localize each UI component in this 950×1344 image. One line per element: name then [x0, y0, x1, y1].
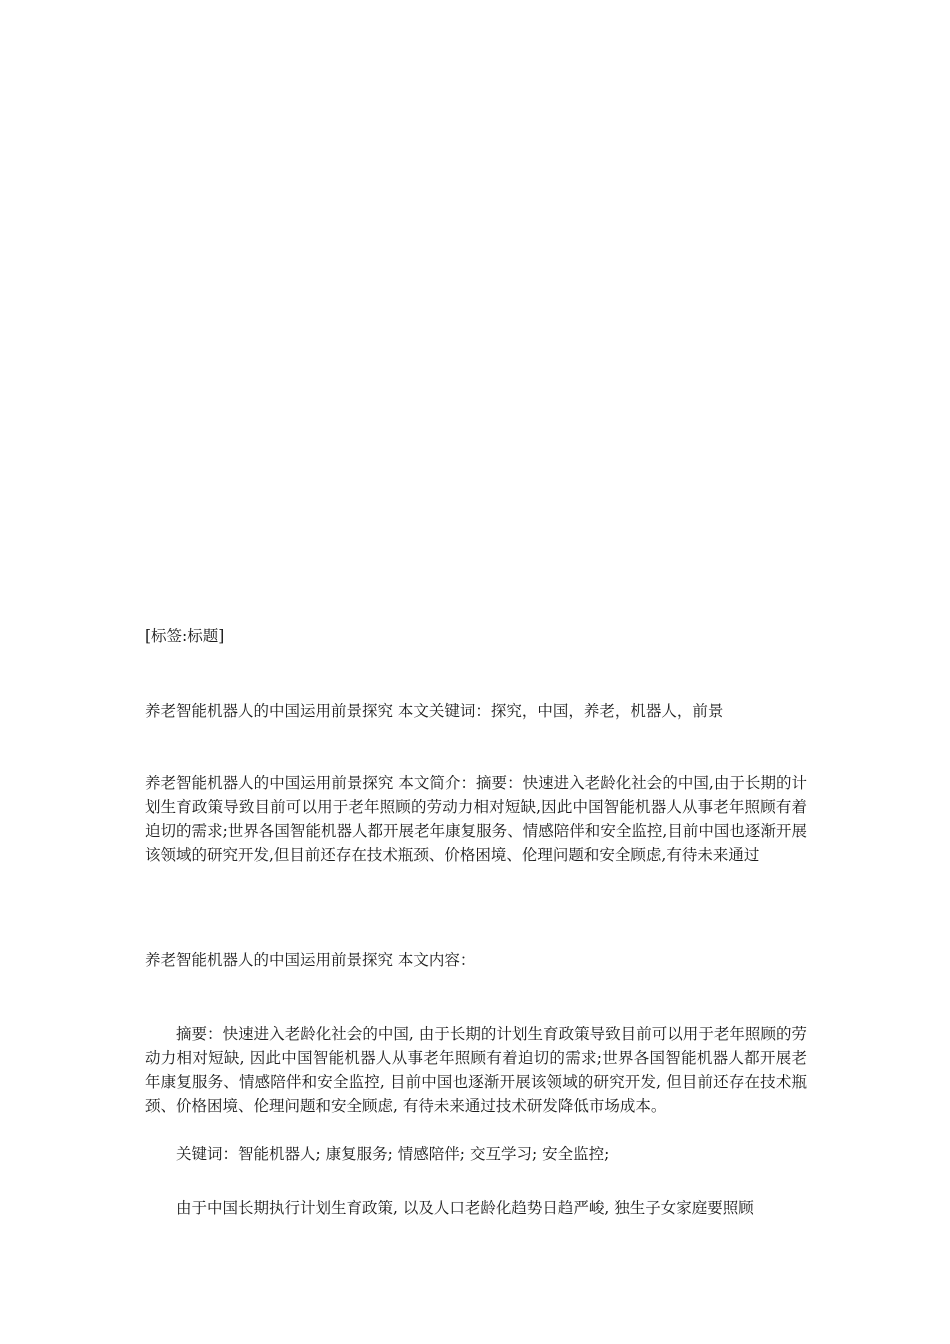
content-heading: 养老智能机器人的中国运用前景探究 本文内容：	[145, 951, 476, 969]
abstract-paragraph: 摘要：快速进入老龄化社会的中国, 由于长期的计划生育政策导致目前可以用于老年照顾的劳动力相对短缺, 因此中国智能机器人从事老年照顾有着迫切的需求;世界各国智能机器人都开展老年康复服务、情感陪伴和安全监控, 目前中国也逐渐开展该领域的研究开发, 但目前还存在技术瓶颈、价格困境、伦理问题和安全顾虑, 有待未来通过技术研发降低市场成本。	[145, 1025, 807, 1115]
intro-paragraph: 养老智能机器人的中国运用前景探究 本文简介：摘要：快速进入老龄化社会的中国,由于长期的计划生育政策导致目前可以用于老年照顾的劳动力相对短缺,因此中国智能机器人从事老年照顾有着迫切的需求;世界各国智能机器人都开展老年康复服务、情感陪伴和安全监控,目前中国也逐渐开展该领域的研究开发,但目前还存在技术瓶颈、价格困境、伦理问题和安全顾虑,有待未来通过	[145, 774, 807, 864]
tag-line: [标签:标题]	[145, 627, 225, 645]
body-paragraph: 由于中国长期执行计划生育政策, 以及人口老龄化趋势日趋严峻, 独生子女家庭要照顾	[176, 1199, 754, 1217]
title-keywords-line: 养老智能机器人的中国运用前景探究 本文关键词：探究，中国，养老，机器人，前景	[145, 702, 724, 720]
keywords-paragraph: 关键词：智能机器人; 康复服务; 情感陪伴; 交互学习; 安全监控;	[176, 1145, 610, 1163]
